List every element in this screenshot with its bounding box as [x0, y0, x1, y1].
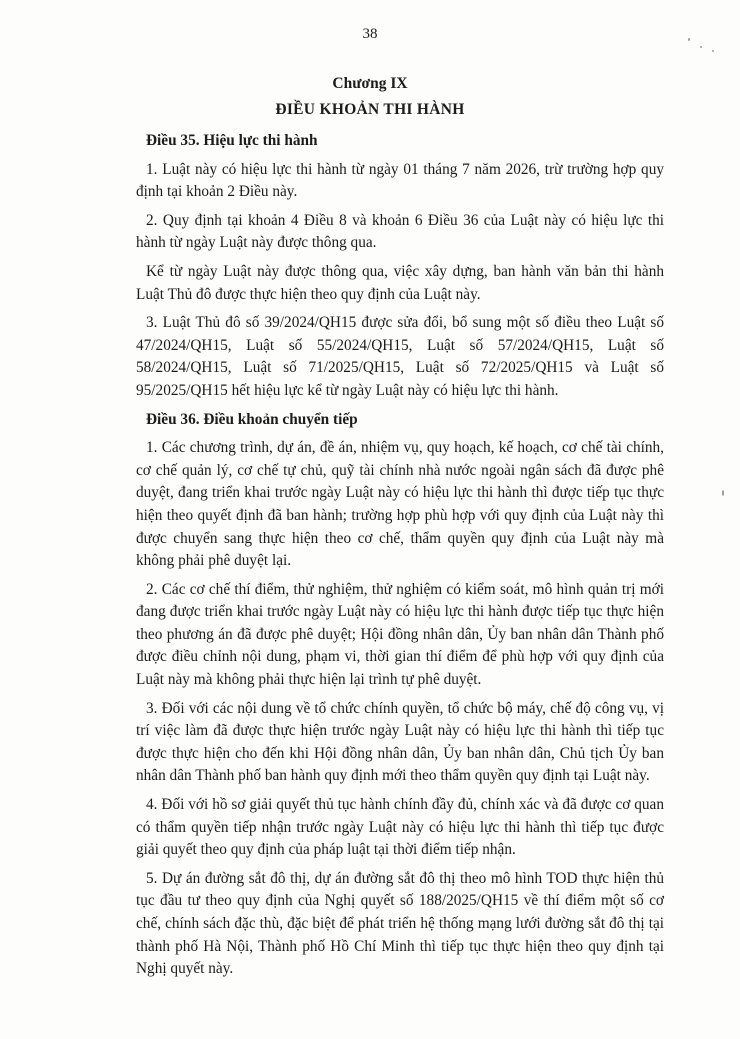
article-36-para-2: 2. Các cơ chế thí điểm, thử nghiệm, thử nghiệm có kiểm soát, mô hình quản trị mới đang được triển khai trước ngày Luật này có hiệu lực thi hành được tiếp tục thực hiện theo phương án đã được phê duyệt; Hội đồng nhân dân, Ủy ban nhân dân Thành phố được điều chỉnh nội dung, phạm vi, thời gian thí điểm để phù hợp với quy định của Luật này mà không phải thực hiện lại trình tự phê duyệt.: [136, 580, 664, 689]
scan-speck: [688, 38, 690, 41]
article-36-heading: Điều 36. Điều khoản chuyển tiếp: [146, 410, 358, 428]
scan-speck: [700, 46, 702, 48]
article-35-para-3: Kể từ ngày Luật này được thông qua, việc xây dựng, ban hành văn bản thi hành Luật Thủ đô được thực hiện theo quy định của Luật này.: [136, 262, 664, 303]
article-35-para-1: 1. Luật này có hiệu lực thi hành từ ngày 01 tháng 7 năm 2026, trừ trường hợp quy định tại khoản 2 Điều này.: [136, 160, 664, 201]
article-35-heading: Điều 35. Hiệu lực thi hành: [146, 132, 318, 149]
article-35-para-4: 3. Luật Thủ đô số 39/2024/QH15 được sửa đổi, bổ sung một số điều theo Luật số 47/2024/QH15, Luật số 55/2024/QH15, Luật số 57/2024/QH15, Luật số 58/2024/QH15, Luật số 71/2025/QH15, Luật số 72/2025/QH15 và Luật số 95/2025/QH15 hết hiệu lực kể từ ngày Luật này có hiệu lực thi hành.: [136, 314, 664, 399]
article-36-para-4: 4. Đối với hồ sơ giải quyết thủ tục hành chính đầy đủ, chính xác và đã được cơ quan có thẩm quyền tiếp nhận trước ngày Luật này có hiệu lực thi hành thì tiếp tục được giải quyết theo quy định của pháp luật tại thời điểm tiếp nhận.: [136, 796, 664, 859]
article-36-para-3: 3. Đối với các nội dung về tổ chức chính quyền, tổ chức bộ máy, chế độ công vụ, vị trí việc làm đã được thực hiện trước ngày Luật này có hiệu lực thi hành thì tiếp tục được thực hiện cho đến khi Hội đồng nhân dân, Ủy ban nhân dân, Chủ tịch Ủy ban nhân dân Thành phố ban hành quy định mới theo thẩm quyền quy định tại Luật này.: [136, 699, 664, 785]
article-35-para-2: 2. Quy định tại khoản 4 Điều 8 và khoản 6 Điều 36 của Luật này có hiệu lực thi hành từ ngày Luật này được thông qua.: [136, 211, 664, 252]
chapter-title: ĐIỀU KHOẢN THI HÀNH: [275, 101, 465, 118]
scan-speck: [712, 50, 714, 52]
page-number: 38: [362, 26, 378, 42]
article-36-para-1: 1. Các chương trình, dự án, đề án, nhiệm vụ, quy hoạch, kế hoạch, cơ chế tài chính, cơ chế quản lý, cơ chế tự chủ, quỹ tài chính nhà nước ngoài ngân sách đã được phê duyệt, đang triển khai trước ngày Luật này có hiệu lực thi hành thì được tiếp tục thực hiện theo quyết định đã ban hành; trường hợp phù hợp với quy định của Luật này thì được chuyển sang thực hiện theo cơ chế, thẩm quyền quy định của Luật này mà không phải phê duyệt lại.: [136, 439, 664, 570]
chapter-label: Chương IX: [332, 75, 408, 92]
document-body: [136, 130, 664, 987]
scan-speck: [722, 490, 724, 496]
article-36-para-5: 5. Dự án đường sắt đô thị, dự án đường sắt đô thị theo mô hình TOD thực hiện thủ tục đầu tư theo quy định của Nghị quyết số 188/2025/QH15 về thí điểm một số cơ chế, chính sách đặc thù, đặc biệt để phát triển hệ thống mạng lưới đường sắt đô thị tại thành phố Hà Nội, Thành phố Hồ Chí Minh thì tiếp tục thực hiện theo quy định tại Nghị quyết này.: [136, 869, 664, 978]
